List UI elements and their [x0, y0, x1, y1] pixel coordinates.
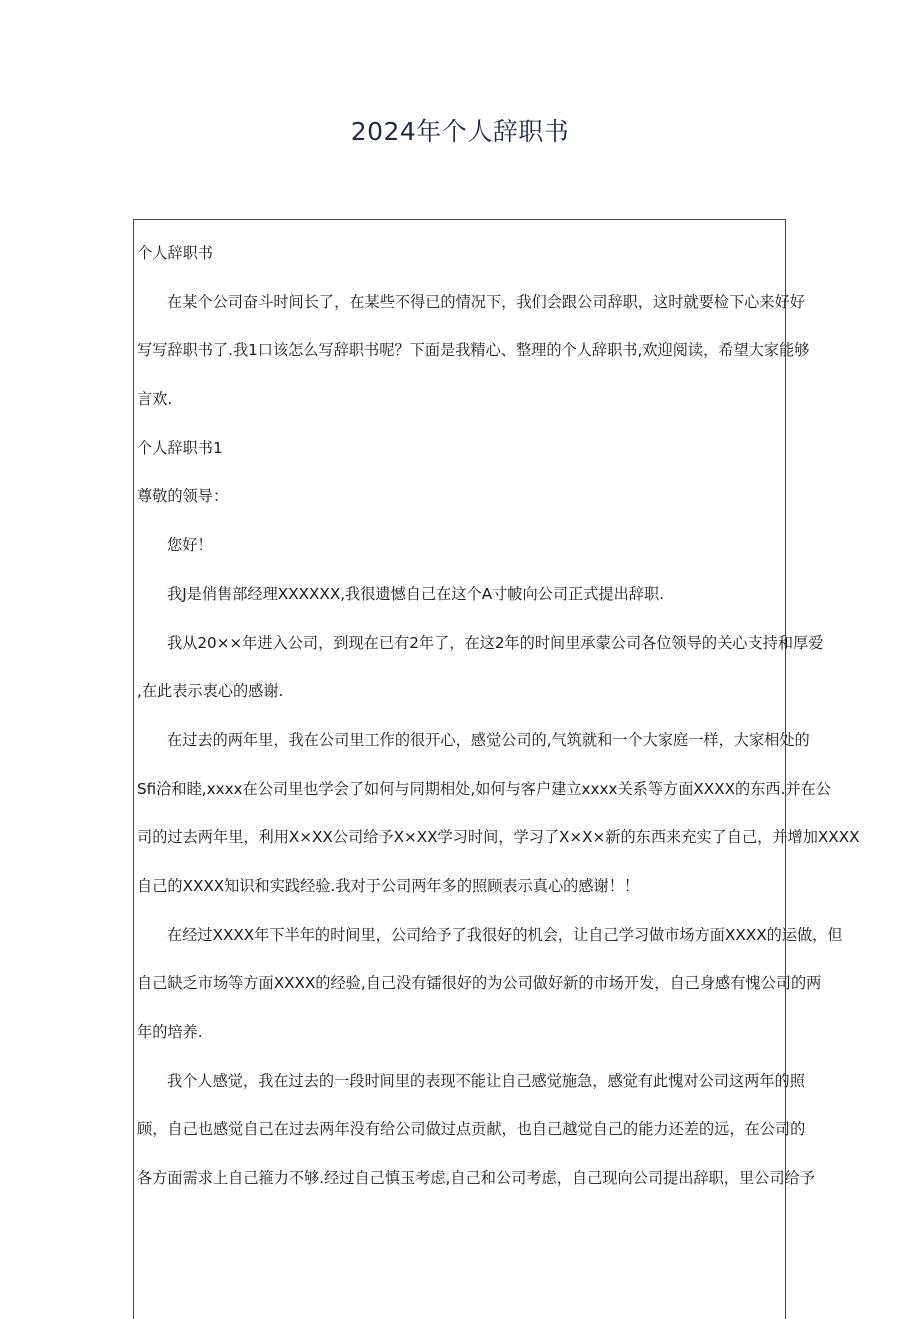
text-line: 您好！	[167, 536, 213, 555]
text-line: 在过去的两年里，我在公司里工作的很开心，感觉公司的,气筑就和一个大家庭一样，大家相处的	[167, 730, 810, 749]
text-line: 年的培养.	[137, 1023, 203, 1041]
document-body-frame	[133, 219, 860, 1319]
text-line: Sfi洽和睦,xxxx在公司里也学会了如何与同期相处,如何与客户建立xxxx关系等方面XXXX的东西.并在公	[137, 779, 831, 798]
text-line: 我个人感觉，我在过去的一段时间里的表现不能让自己感觉施急，感觉有此愧对公司这两年的照	[167, 1071, 805, 1090]
text-line: ,在此表示衷心的感谢.	[137, 682, 284, 701]
text-line: 自己缺乏市场等方面XXXX的经验,自己没有镭很好的为公司做好新的市场开发，自己身感有愧公司的两	[137, 974, 822, 993]
text-line: 在经过XXXX年下半年的时间里，公司给予了我很好的机会，让自己学习做市场方面XXXX的运做，但	[167, 925, 843, 944]
text-line: 个人辞职书1	[137, 438, 223, 457]
text-line: 顾，自己也感觉自己在过去两年没有给公司做过点贡献，也自己越觉自己的能力还差的远，在公司的	[137, 1120, 806, 1139]
text-line: 我从20××年进入公司，到现在已有2年了，在这2年的时间里承蒙公司各位领导的关心支持和厚爱	[167, 633, 824, 652]
text-line: 个人辞职书	[137, 244, 213, 262]
text-line: 自己的XXXX知识和实践经验.我对于公司两年多的照顾表示真心的感谢！！	[137, 876, 640, 895]
text-line: 言欢.	[137, 390, 173, 409]
text-line: 写写辞职书了.我1口该怎么写辞职书呢？下面是我精心、整理的个人辞职书,欢迎阅读，希望大家能够	[137, 341, 810, 360]
document-body	[137, 240, 860, 1214]
text-line: 尊敬的领导：	[137, 487, 229, 506]
text-line: 司的过去两年里，利用X×XX公司给予X×XX学习时间，学习了X×X×新的东西来充实了自己，并增加XXXX	[137, 828, 860, 847]
text-line: 我J是俏售部经理XXXXXX,我很遗憾自己在这个A寸帔向公司正式提出辞职.	[167, 584, 665, 603]
document-title: 2024年个人辞职书	[350, 117, 570, 146]
text-line: 各方面需求上自己箍力不够.经过自己慎玉考虑,自己和公司考虑，自己现向公司提出辞职，里公司给予	[137, 1169, 815, 1188]
text-line: 在某个公司奋斗时间长了，在某些不得已的情况下，我们会跟公司辞职，这时就要检下心来好好	[167, 292, 805, 311]
